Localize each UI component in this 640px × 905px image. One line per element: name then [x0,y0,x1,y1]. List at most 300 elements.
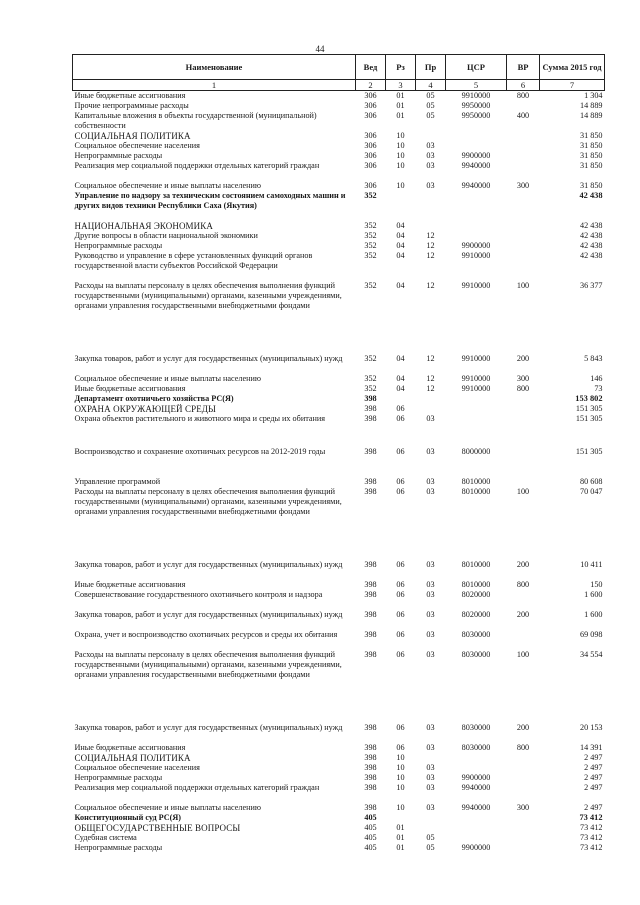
row-vr [507,191,540,221]
row-pr: 03 [426,590,435,599]
row-rz: 06 [396,447,405,456]
row-name: Совершенствование государственного охотничьего контроля и надзора [74,590,323,599]
row-rz: 10 [396,161,405,170]
row-rz: 01 [396,91,405,100]
row-name: Социальное обеспечение и иные выплаты населению [74,803,261,812]
row-pr: 12 [426,384,435,393]
row-vr [507,590,540,610]
table-row [73,610,605,630]
row-rz: 06 [396,743,405,752]
table-row [73,487,605,547]
row-vr: 200 [516,610,530,619]
row-ved: 306 [364,151,377,160]
budget-table-sheet [72,54,604,853]
row-pr [416,404,446,414]
row-csr: 9900000 [461,843,491,852]
row-sum: 1 304 [584,91,603,100]
row-ved: 352 [364,221,377,230]
row-pr: 05 [426,843,435,852]
row-vr: 800 [516,743,530,752]
row-pr [416,221,446,231]
row-ved: 352 [364,191,377,200]
header-number: 3 [386,80,416,91]
row-csr: 8010000 [461,560,491,569]
row-rz: 04 [396,221,405,230]
row-rz: 10 [396,141,405,150]
table-row [73,763,605,773]
row-name: Расходы на выплаты персоналу в целях обеспечения выполнения функций государственными (муниципальными) органами, казенными учреждениями, органами управления государственными внебюджетными фондами [74,281,342,310]
row-ved: 398 [364,743,377,752]
row-csr [446,191,507,221]
header-number-row [73,80,605,91]
row-vr [507,783,540,803]
table-row [73,843,605,853]
row-sum: 42 438 [579,191,603,200]
row-rz: 01 [396,843,405,852]
row-vr: 200 [516,354,530,363]
row-csr [446,404,507,414]
row-csr: 8000000 [461,447,491,456]
row-vr [507,101,540,111]
row-ved: 352 [364,354,377,363]
row-csr: 9910000 [461,281,491,290]
row-vr [507,251,540,281]
row-name: Непрограммные расходы [74,151,163,160]
row-pr: 05 [426,111,435,120]
row-rz [386,394,416,404]
row-sum: 34 554 [579,650,603,659]
row-csr [446,833,507,843]
row-pr: 03 [426,650,435,659]
row-vr [507,773,540,783]
row-pr: 03 [426,580,435,589]
row-name: Закупка товаров, работ и услуг для государственных (муниципальных) нужд [74,610,343,619]
row-ved: 405 [364,813,377,822]
table-row [73,650,605,710]
row-name: Социальное обеспечение и иные выплаты населению [74,181,261,190]
row-pr: 03 [426,743,435,752]
row-name: Иные бюджетные ассигнования [74,384,186,393]
row-pr: 12 [426,251,435,260]
header-vr: ВР [507,55,540,80]
row-csr: 9940000 [461,161,491,170]
row-sum: 1 600 [584,590,603,599]
row-csr: 8030000 [461,743,491,752]
row-rz: 04 [396,354,405,363]
row-ved: 398 [364,394,377,403]
row-sum: 151 305 [575,404,603,413]
row-rz: 10 [396,151,405,160]
row-csr [446,141,507,151]
row-sum: 42 438 [579,221,603,230]
table-row [73,384,605,394]
row-sum: 20 153 [579,723,603,732]
row-ved: 398 [364,404,377,413]
row-vr: 200 [516,723,530,732]
row-vr [507,394,540,404]
row-csr: 9900000 [461,151,491,160]
row-pr: 03 [426,161,435,170]
row-ved: 398 [364,650,377,659]
row-ved: 398 [364,580,377,589]
table-row [73,833,605,843]
row-vr: 400 [516,111,530,120]
row-pr: 12 [426,354,435,363]
row-name: НАЦИОНАЛЬНАЯ ЭКОНОМИКА [74,221,213,231]
row-vr [507,447,540,477]
row-vr: 100 [516,281,530,290]
row-ved: 352 [364,281,377,290]
row-name: Непрограммные расходы [74,241,163,250]
row-sum: 36 377 [579,281,603,290]
table-row [73,813,605,823]
row-sum: 2 497 [584,773,603,782]
row-rz: 06 [396,487,405,496]
row-ved: 398 [364,610,377,619]
row-rz: 04 [396,231,405,240]
row-csr: 9910000 [461,374,491,383]
row-ved: 398 [364,723,377,732]
row-ved: 398 [364,590,377,599]
row-spacer [73,434,605,447]
row-csr [446,231,507,241]
row-name: Иные бюджетные ассигнования [74,580,186,589]
row-pr: 03 [426,414,435,423]
row-name: Иные бюджетные ассигнования [74,743,186,752]
row-vr [507,404,540,414]
table-row [73,141,605,151]
row-sum: 70 047 [579,487,603,496]
row-name: Иные бюджетные ассигнования [74,91,186,100]
row-ved: 352 [364,241,377,250]
row-sum: 151 305 [575,447,603,456]
table-row [73,803,605,813]
row-vr [507,763,540,773]
row-pr: 03 [426,477,435,486]
row-csr: 9950000 [461,111,491,120]
row-ved: 398 [364,803,377,812]
row-vr [507,151,540,161]
row-rz: 01 [396,101,405,110]
row-ved: 405 [364,833,377,842]
row-vr [507,753,540,763]
row-csr: 8030000 [461,650,491,659]
row-vr: 200 [516,560,530,569]
table-row [73,161,605,181]
row-rz: 06 [396,404,405,413]
row-rz: 04 [396,374,405,383]
table-row [73,477,605,487]
row-name: Другие вопросы в области национальной экономики [74,231,258,240]
row-name: ОХРАНА ОКРУЖАЮЩЕЙ СРЕДЫ [74,404,216,414]
row-rz: 06 [396,580,405,589]
row-pr [416,394,446,404]
row-sum: 14 889 [579,111,603,120]
table-body [73,91,605,854]
row-csr: 8020000 [461,610,491,619]
row-csr: 8030000 [461,630,491,639]
row-sum: 73 412 [579,843,603,852]
row-vr [507,414,540,434]
row-sum: 69 098 [579,630,603,639]
row-ved: 352 [364,384,377,393]
table-header-row [73,55,605,80]
row-csr [446,221,507,231]
row-csr: 9900000 [461,773,491,782]
table-row [73,823,605,833]
row-csr: 9910000 [461,384,491,393]
table-row [73,590,605,610]
header-number: 5 [446,80,507,91]
row-spacer [73,341,605,354]
row-ved: 306 [364,131,377,140]
row-rz: 06 [396,560,405,569]
row-rz: 06 [396,630,405,639]
row-csr [446,394,507,404]
table-row [73,101,605,111]
row-name: СОЦИАЛЬНАЯ ПОЛИТИКА [74,131,191,141]
row-ved: 398 [364,414,377,423]
row-ved: 352 [364,374,377,383]
row-ved: 306 [364,161,377,170]
row-pr: 03 [426,151,435,160]
row-csr: 9940000 [461,803,491,812]
row-pr [416,813,446,823]
row-ved: 306 [364,101,377,110]
table-row [73,374,605,384]
table-row [73,743,605,753]
row-sum: 2 497 [584,753,603,762]
row-sum: 2 497 [584,803,603,812]
row-ved: 306 [364,91,377,100]
row-name: Воспроизводство и сохранение охотничьих ресурсов на 2012-2019 годы [74,447,326,456]
row-ved: 398 [364,763,377,772]
row-sum: 80 608 [579,477,603,486]
row-pr [416,823,446,833]
row-vr [507,833,540,843]
row-pr: 03 [426,447,435,456]
row-sum: 42 438 [579,231,603,240]
row-rz: 10 [396,763,405,772]
row-name: Социальное обеспечение населения [74,763,200,772]
header-number: 4 [416,80,446,91]
row-rz: 01 [396,833,405,842]
row-name: Капитальные вложения в объекты государственной (муниципальной) собственности [74,111,317,130]
row-vr: 300 [516,181,530,190]
row-vr: 300 [516,374,530,383]
table-row [73,630,605,650]
row-name: Расходы на выплаты персоналу в целях обеспечения выполнения функций государственными (муниципальными) органами, казенными учреждениями, органами управления государственными внебюджетными фондами [74,650,342,679]
row-sum: 5 843 [584,354,603,363]
table-row [73,723,605,743]
table-row [73,251,605,281]
row-name: Непрограммные расходы [74,843,163,852]
table-row [73,414,605,434]
row-csr: 9910000 [461,354,491,363]
row-name: Охрана объектов растительного и животного мира и среды их обитания [74,414,326,423]
row-ved: 352 [364,251,377,260]
row-vr [507,823,540,833]
row-vr [507,843,540,853]
row-vr [507,813,540,823]
row-vr: 800 [516,91,530,100]
row-pr: 05 [426,833,435,842]
row-name: Закупка товаров, работ и услуг для государственных (муниципальных) нужд [74,560,343,569]
header-ved: Вед [356,55,386,80]
row-rz: 06 [396,723,405,732]
table-row [73,231,605,241]
table-row [73,773,605,783]
header-name: Наименование [73,55,356,80]
row-sum: 153 802 [575,394,603,403]
row-csr [446,763,507,773]
row-pr [416,131,446,141]
row-ved: 398 [364,447,377,456]
row-ved: 306 [364,111,377,120]
table-row [73,281,605,341]
row-sum: 10 411 [580,560,603,569]
row-vr [507,241,540,251]
row-sum: 31 850 [579,181,603,190]
row-name: СОЦИАЛЬНАЯ ПОЛИТИКА [74,753,191,763]
row-csr: 9910000 [461,91,491,100]
row-sum: 146 [590,374,603,383]
row-rz: 10 [396,783,405,792]
row-sum: 14 391 [579,743,603,752]
header-csr: ЦСР [446,55,507,80]
row-sum: 150 [590,580,603,589]
row-sum: 151 305 [575,414,603,423]
row-pr: 03 [426,803,435,812]
row-spacer [73,547,605,560]
header-number: 1 [73,80,356,91]
row-csr: 8010000 [461,580,491,589]
row-name: Управление по надзору за техническим состоянием самоходных машин и других видов техники Республики Саха (Якутия) [74,191,346,210]
row-csr: 8030000 [461,723,491,732]
row-rz: 10 [396,131,405,140]
row-pr: 03 [426,763,435,772]
table-row [73,151,605,161]
row-rz [386,813,416,823]
table-row [73,191,605,221]
row-ved: 405 [364,823,377,832]
table-row [73,580,605,590]
table-row [73,241,605,251]
row-sum: 31 850 [579,151,603,160]
row-rz: 04 [396,251,405,260]
row-pr: 05 [426,91,435,100]
row-sum: 73 412 [579,813,603,822]
row-pr: 03 [426,141,435,150]
row-pr [416,191,446,221]
table-row [73,111,605,131]
row-pr: 03 [426,181,435,190]
row-csr [446,753,507,763]
row-csr: 8010000 [461,477,491,486]
row-pr: 12 [426,281,435,290]
row-name: Прочие непрограммные расходы [74,101,189,110]
row-name: Конституционный суд РС(Я) [74,813,182,822]
table-row [73,560,605,580]
row-vr [507,231,540,241]
row-name: Закупка товаров, работ и услуг для государственных (муниципальных) нужд [74,354,343,363]
row-vr: 300 [516,803,530,812]
row-sum: 42 438 [579,251,603,260]
row-csr: 9940000 [461,783,491,792]
table-row [73,91,605,102]
row-csr: 8020000 [461,590,491,599]
row-ved: 398 [364,630,377,639]
row-name: Непрограммные расходы [74,773,163,782]
row-pr: 03 [426,630,435,639]
row-sum: 1 600 [584,610,603,619]
table-row [73,394,605,404]
row-pr: 03 [426,723,435,732]
row-pr: 03 [426,783,435,792]
budget-table [72,54,605,853]
row-ved: 306 [364,181,377,190]
row-name: Реализация мер социальной поддержки отдельных категорий граждан [74,161,320,170]
table-row [73,354,605,374]
table-row [73,131,605,141]
row-vr [507,161,540,181]
row-pr: 03 [426,773,435,782]
header-number: 2 [356,80,386,91]
row-vr: 800 [516,580,530,589]
row-sum: 2 497 [584,783,603,792]
row-sum: 73 412 [579,833,603,842]
row-sum: 31 850 [579,141,603,150]
row-rz: 01 [396,111,405,120]
row-ved: 398 [364,783,377,792]
row-vr [507,630,540,650]
row-rz: 10 [396,753,405,762]
row-name: Реализация мер социальной поддержки отдельных категорий граждан [74,783,320,792]
row-pr: 03 [426,487,435,496]
row-vr [507,131,540,141]
header-rz: Рз [386,55,416,80]
row-csr: 9950000 [461,101,491,110]
row-vr [507,141,540,151]
row-sum: 73 412 [579,823,603,832]
row-csr: 9900000 [461,241,491,250]
row-vr: 100 [516,650,530,659]
table-row [73,404,605,414]
row-rz: 10 [396,181,405,190]
row-name: Социальное обеспечение населения [74,141,200,150]
row-vr [507,477,540,487]
row-rz: 10 [396,803,405,812]
row-name: Закупка товаров, работ и услуг для государственных (муниципальных) нужд [74,723,343,732]
row-sum: 73 [594,384,603,393]
row-csr [446,823,507,833]
row-rz: 06 [396,610,405,619]
row-name: ОБЩЕГОСУДАРСТВЕННЫЕ ВОПРОСЫ [74,823,241,833]
row-name: Социальное обеспечение и иные выплаты населению [74,374,261,383]
row-csr [446,813,507,823]
row-sum: 31 850 [579,131,603,140]
row-ved: 398 [364,560,377,569]
row-pr: 12 [426,231,435,240]
row-sum: 31 850 [579,161,603,170]
row-rz: 06 [396,414,405,423]
header-sum: Сумма 2015 год [540,55,605,80]
row-spacer [73,710,605,723]
row-pr: 12 [426,241,435,250]
row-rz: 04 [396,241,405,250]
row-pr: 05 [426,101,435,110]
row-sum: 42 438 [579,241,603,250]
